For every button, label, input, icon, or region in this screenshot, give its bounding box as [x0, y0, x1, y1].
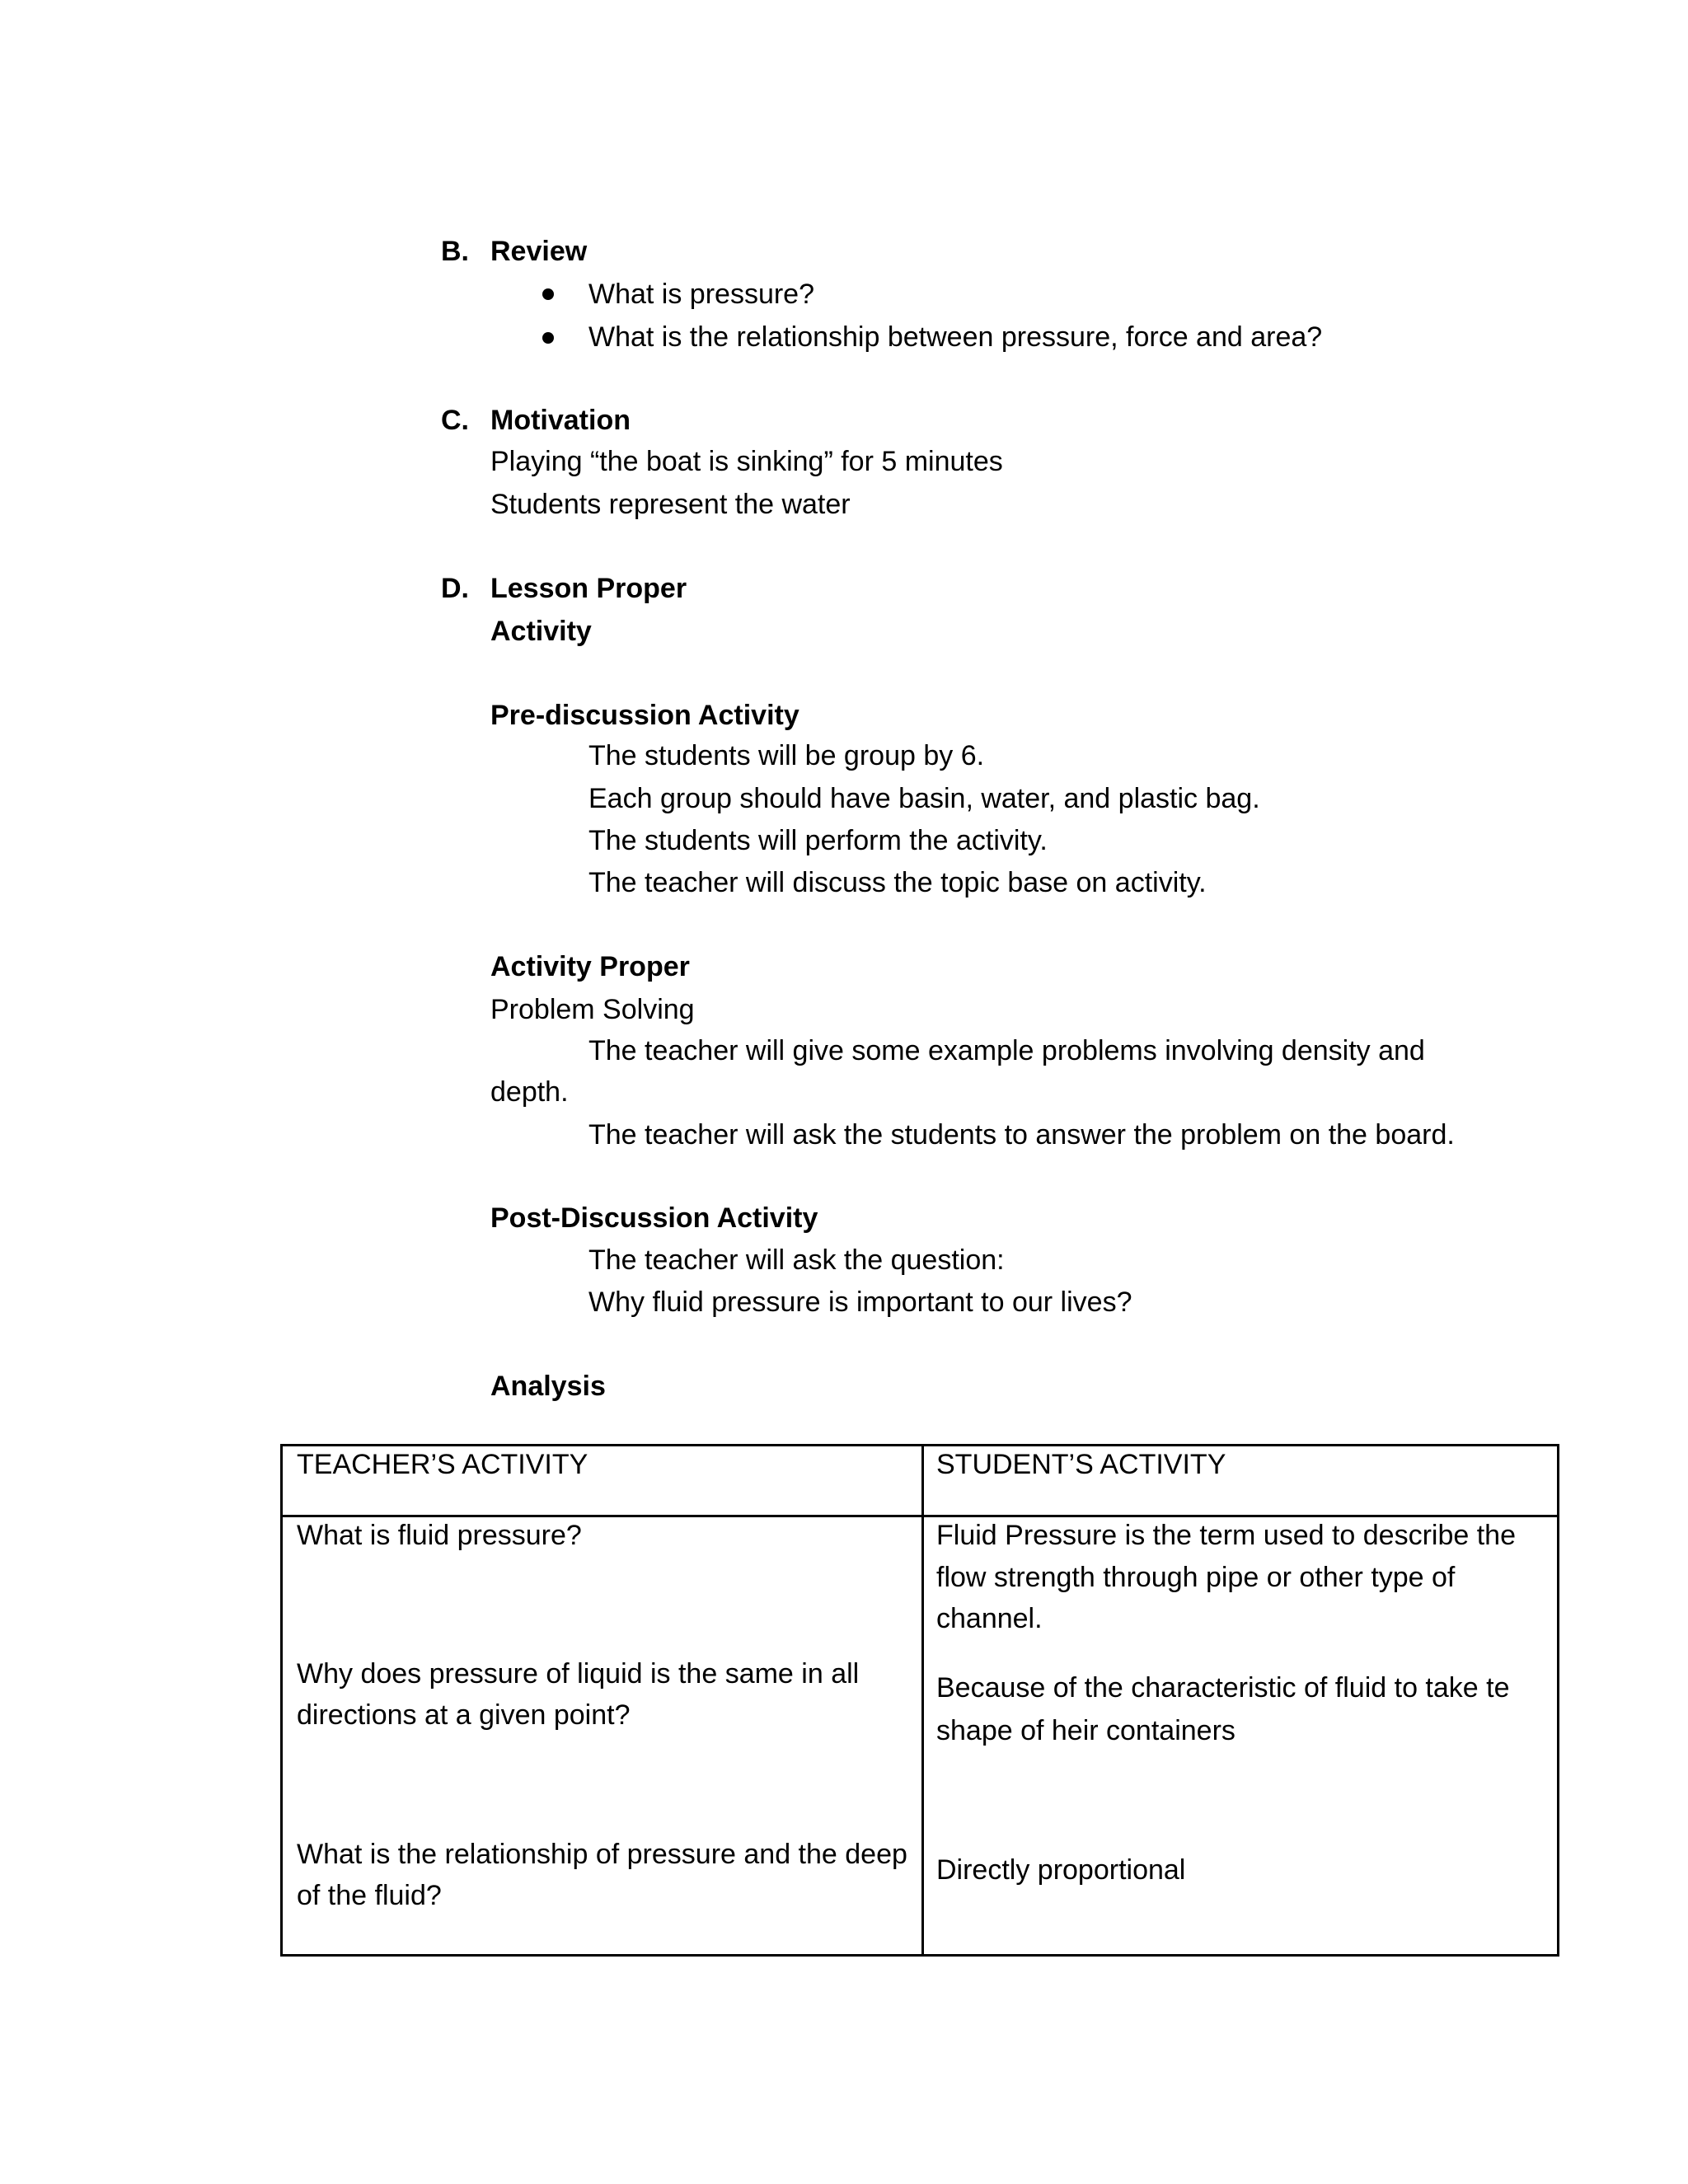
post-discussion-line-2: Why fluid pressure is important to our lives?	[588, 1286, 1132, 1318]
pre-discussion-line-2: Each group should have basin, water, and plastic bag.	[588, 783, 1260, 814]
activity-proper-line-2: depth.	[490, 1076, 569, 1108]
heading-analysis: Analysis	[490, 1371, 606, 1402]
table-cell-teacher-3b: of the fluid?	[297, 1880, 442, 1911]
heading-pre-discussion: Pre-discussion Activity	[490, 700, 799, 731]
analysis-table	[280, 1444, 1559, 1957]
table-cell-teacher-3a: What is the relationship of pressure and the deep	[297, 1839, 907, 1870]
table-cell-teacher-2a: Why does pressure of liquid is the same in all	[297, 1658, 860, 1690]
section-heading-motivation: Motivation	[490, 405, 631, 436]
pre-discussion-line-3: The students will perform the activity.	[588, 825, 1048, 856]
section-letter-d: D.	[441, 573, 469, 604]
table-column-divider	[921, 1446, 924, 1954]
activity-proper-line-1: The teacher will give some example problems involving density and	[588, 1035, 1425, 1066]
table-header-teacher: TEACHER’S ACTIVITY	[297, 1449, 588, 1480]
subheading-problem-solving: Problem Solving	[490, 994, 695, 1025]
activity-proper-line-3: The teacher will ask the students to answer the problem on the board.	[588, 1119, 1455, 1151]
bullet-icon	[542, 332, 554, 344]
table-cell-student-1b: flow strength through pipe or other type of	[936, 1562, 1456, 1593]
subheading-activity: Activity	[490, 616, 592, 647]
table-cell-student-2a: Because of the characteristic of fluid to take te	[936, 1672, 1510, 1704]
pre-discussion-line-4: The teacher will discuss the topic base on activity.	[588, 867, 1207, 898]
section-letter-b: B.	[441, 236, 469, 267]
table-cell-student-1c: channel.	[936, 1603, 1043, 1634]
section-heading-lesson-proper: Lesson Proper	[490, 573, 687, 604]
motivation-line-2: Students represent the water	[490, 489, 851, 520]
bullet-icon	[542, 288, 554, 300]
post-discussion-line-1: The teacher will ask the question:	[588, 1244, 1005, 1276]
heading-post-discussion: Post-Discussion Activity	[490, 1202, 818, 1234]
table-cell-teacher-1: What is fluid pressure?	[297, 1520, 582, 1551]
table-cell-teacher-2b: directions at a given point?	[297, 1699, 631, 1731]
section-letter-c: C.	[441, 405, 469, 436]
section-heading-review: Review	[490, 236, 588, 267]
review-bullet-2: What is the relationship between pressure, force and area?	[588, 321, 1323, 353]
motivation-line-1: Playing “the boat is sinking” for 5 minutes	[490, 446, 1003, 477]
table-cell-student-1a: Fluid Pressure is the term used to describe the	[936, 1520, 1516, 1551]
table-cell-student-3: Directly proportional	[936, 1854, 1186, 1886]
review-bullet-1: What is pressure?	[588, 279, 814, 310]
table-header-student: STUDENT’S ACTIVITY	[936, 1449, 1226, 1480]
heading-activity-proper: Activity Proper	[490, 951, 690, 982]
pre-discussion-line-1: The students will be group by 6.	[588, 740, 985, 771]
table-cell-student-2b: shape of heir containers	[936, 1715, 1236, 1746]
